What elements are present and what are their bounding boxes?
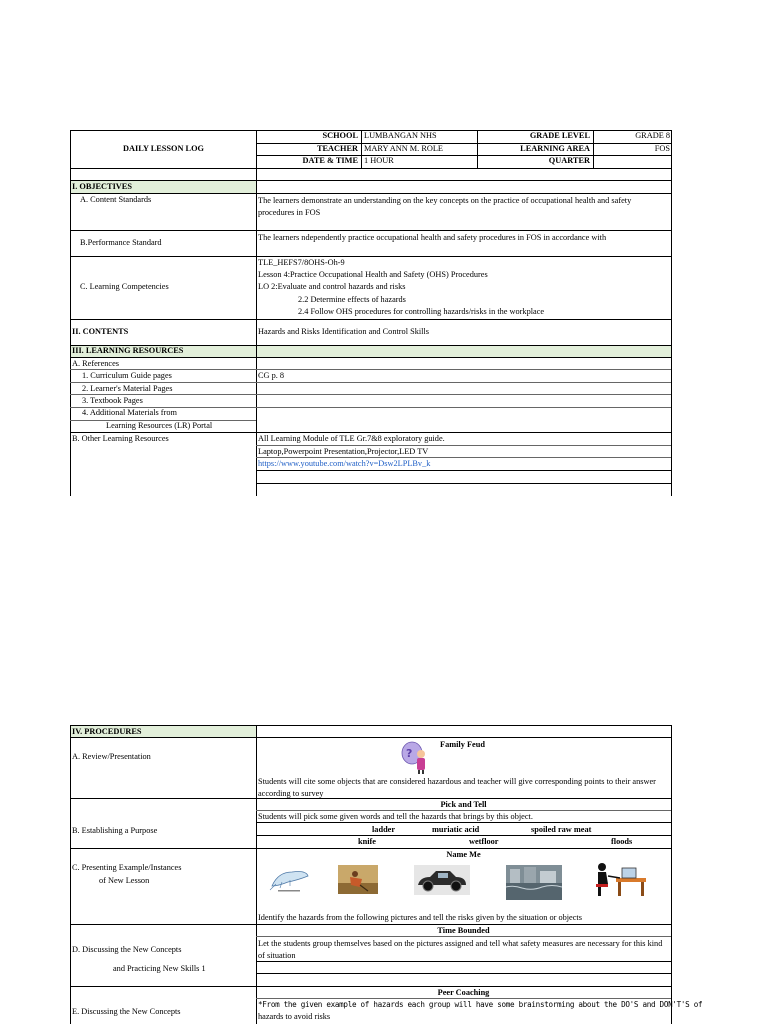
presenting-example-label-2: of New Lesson [99, 876, 150, 885]
peer-coaching-title: Peer Coaching [437, 988, 490, 997]
learning-competencies-label: C. Learning Competencies [80, 282, 169, 291]
competency-line: 2.4 Follow OHS procedures for controlling hazards/risks in the workplace [298, 307, 545, 316]
performance-standard-label: B.Performance Standard [80, 238, 162, 247]
school-label: SCHOOL [322, 131, 358, 140]
curriculum-guide-label: 1. Curriculum Guide pages [82, 371, 172, 380]
date-time-value: 1 HOUR [364, 156, 394, 165]
time-bounded-title: Time Bounded [437, 926, 490, 935]
word-spoiled-raw-meat: spoiled raw meat [531, 825, 592, 834]
content-standards-text: The learners demonstrate an understanding on the key concepts on the practice of occupational health and safety procedures in FOS [258, 196, 632, 217]
references-label: A. References [72, 359, 119, 368]
performance-standard-text: The learners ndependently practice occupational health and safety procedures in FOS in accordance with [258, 233, 607, 242]
discussing-concepts-label-2: and Practicing New Skills 1 [113, 964, 206, 973]
contents-heading: II. CONTENTS [72, 327, 129, 336]
discussing-concepts-label: D. Discussing the New Concepts [72, 945, 182, 954]
review-text: Students will cite some objects that are considered hazardous and teacher will give corresponding points to their answer according to survey [258, 777, 656, 798]
curriculum-guide-value: CG p. 8 [258, 371, 285, 380]
word-ladder: ladder [372, 825, 396, 834]
review-label: A. Review/Presentation [72, 752, 151, 761]
word-wetfloor: wetfloor [469, 837, 499, 846]
learners-material-label: 2. Learner's Material Pages [82, 384, 173, 393]
peer-coaching-text: *From the given example of hazards each group will have some brainstorming about the DO'S and DON'T'S of [258, 1000, 703, 1009]
presenting-example-label: C. Presenting Example/Instances [72, 863, 182, 872]
grade-level-label: GRADE LEVEL [529, 131, 590, 140]
grade-level-value: GRADE 8 [635, 131, 670, 140]
youtube-link[interactable]: https://www.youtube.com/watch?v=Dsw2LPLBv_k [258, 459, 431, 468]
page-title: DAILY LESSON LOG [123, 144, 204, 153]
competency-line: TLE_HEFS7/8OHS-Oh-9 [258, 258, 345, 267]
date-time-label: DATE & TIME [302, 156, 358, 165]
objectives-heading: I. OBJECTIVES [72, 182, 132, 191]
word-knife: knife [358, 837, 376, 846]
additional-materials-label: 4. Additional Materials from [82, 408, 177, 417]
other-resource-line: Laptop,Powerpoint Presentation,Projector,LED TV [258, 447, 429, 456]
textbook-label: 3. Textbook Pages [82, 396, 143, 405]
competency-line: Lesson 4:Practice Occupational Health and Safety (OHS) Procedures [258, 270, 488, 279]
pick-and-tell-title: Pick and Tell [440, 800, 487, 809]
flood-picture [506, 865, 562, 900]
content-standards-label: A. Content Standards [80, 195, 152, 204]
peer-coaching-text-2: hazards to avoid risks [258, 1012, 331, 1021]
family-feud-title: Family Feud [440, 740, 485, 749]
pick-and-tell-text: Students will pick some given words and tell the hazards that brings by this object. [258, 812, 533, 821]
competency-line: 2.2 Determine effects of hazards [298, 295, 406, 304]
lr-portal-label: Learning Resources (LR) Portal [106, 421, 213, 430]
learning-area-value: FOS [654, 144, 670, 153]
germ-picture [268, 864, 312, 894]
competency-line: LO 2:Evaluate and control hazards and risks [258, 282, 406, 291]
procedures-heading: IV. PROCEDURES [72, 727, 142, 736]
other-resource-line: All Learning Module of TLE Gr.7&8 exploratory guide. [258, 434, 445, 443]
word-floods: floods [611, 837, 633, 846]
time-bounded-text: Let the students group themselves based on the pictures assigned and tell what safety measures are necessary for this kind of situation [258, 939, 663, 960]
establishing-purpose-label: B. Establishing a Purpose [72, 826, 158, 835]
svg-text:?: ? [406, 747, 413, 760]
quarter-label: QUARTER [548, 156, 590, 165]
teacher-label: TEACHER [316, 144, 358, 153]
name-me-title: Name Me [446, 850, 481, 859]
learning-area-label: LEARNING AREA [520, 144, 590, 153]
discussing-concepts-e-label: E. Discussing the New Concepts [72, 1007, 181, 1016]
computer-worker-picture [592, 862, 650, 898]
contents-text: Hazards and Risks Identification and Control Skills [258, 327, 429, 336]
name-me-text: Identify the hazards from the following pictures and tell the risks given by the situation or objects [258, 913, 582, 922]
word-muriatic-acid: muriatic acid [432, 825, 480, 834]
teacher-value: MARY ANN M. ROLE [364, 144, 443, 153]
family-feud-clipart [400, 739, 430, 775]
other-resources-label: B. Other Learning Resources [72, 434, 169, 443]
resources-heading: III. LEARNING RESOURCES [72, 346, 184, 355]
school-value: LUMBANGAN NHS [364, 131, 437, 140]
car-picture [414, 865, 470, 895]
farmer-picture [338, 865, 378, 894]
